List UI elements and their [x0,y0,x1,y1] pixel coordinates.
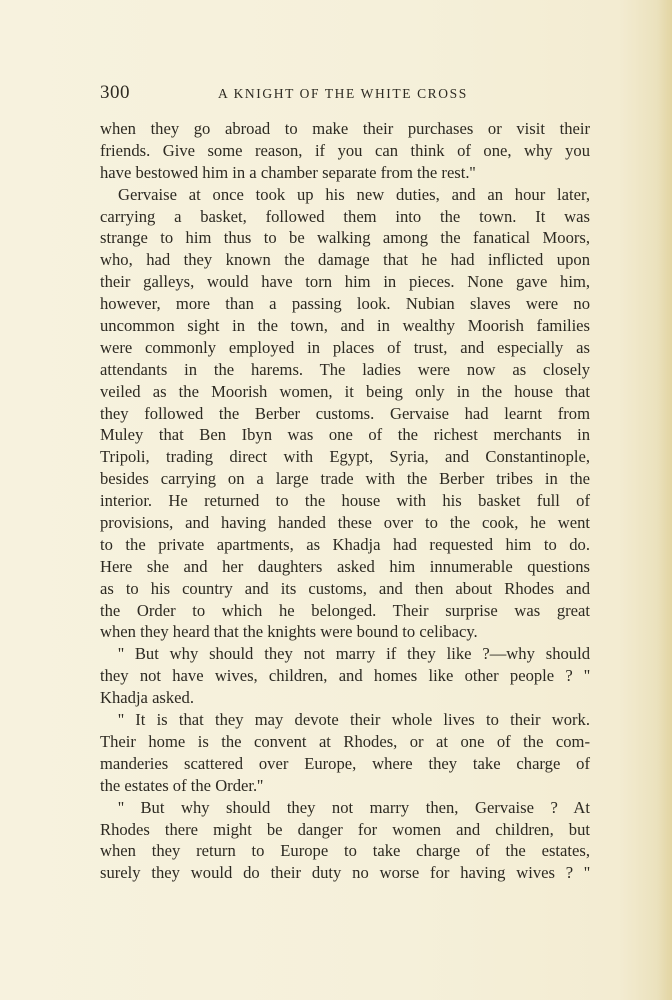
running-head: A KNIGHT OF THE WHITE CROSS [218,86,468,101]
text-line: Gervaise at once took up his new duties, and an hour later, [118,184,590,204]
text-line: when they heard that the knights were bound to celibacy. [100,622,478,642]
text-line: Khadja asked. [100,688,194,708]
page-header [100,82,590,104]
text-line: they not have wives, children, and homes like other people ? '' [100,666,590,686]
text-line: attendants in the harems. The ladies were now as closely [100,359,590,379]
text-line: besides carrying on a large trade with the Berber tribes in the [100,469,590,489]
text-line: carrying a basket, followed them into the town. It was [100,206,590,226]
text-line: when they return to Europe to take charge of the estates, [100,841,590,861]
body-text [100,118,590,884]
text-line: strange to him thus to be walking among the fanatical Moors, [100,228,590,248]
text-line: surely they would do their duty no worse for having wives ? '' [100,863,590,883]
text-line: veiled as the Moorish women, it being only in the house that [100,381,590,401]
text-line: Muley that Ben Ibyn was one of the richest merchants in [100,425,590,445]
text-line: who, had they known the damage that he had inflicted upon [100,250,590,270]
text-line: '' But why should they not marry if they like ?—why should [118,644,590,664]
text-line: however, more than a passing look. Nubian slaves were no [100,294,590,314]
text-line: as to his country and its customs, and then about Rhodes and [100,578,590,598]
text-line: '' But why should they not marry then, Gervaise ? At [118,797,590,817]
text-line: their galleys, would have torn him in pieces. None gave him, [100,272,590,292]
text-line: manderies scattered over Europe, where they take charge of [100,753,590,773]
page-number: 300 [100,82,130,103]
text-line: '' It is that they may devote their whole lives to their work. [118,710,590,730]
text-line: friends. Give some reason, if you can think of one, why you [100,140,590,160]
text-line: they followed the Berber customs. Gervaise had learnt from [100,403,590,423]
text-line: the Order to which he belonged. Their surprise was great [100,600,590,620]
text-line: uncommon sight in the town, and in wealthy Moorish families [100,316,590,336]
text-line: Here she and her daughters asked him innumerable questions [100,556,590,576]
text-line: Their home is the convent at Rhodes, or at one of the com- [100,731,590,751]
text-line: provisions, and having handed these over to the cook, he went [100,513,590,533]
text-line: when they go abroad to make their purchases or visit their [100,119,590,138]
text-line: Tripoli, trading direct with Egypt, Syria, and Constantinople, [100,447,590,467]
text-line: Rhodes there might be danger for women and children, but [100,819,590,839]
page-edge-shading [658,0,672,1000]
text-line: interior. He returned to the house with his basket full of [100,491,590,511]
text-line: were commonly employed in places of trust, and especially as [100,337,590,357]
text-line: have bestowed him in a chamber separate from the rest.'' [100,162,476,182]
text-line: the estates of the Order.'' [100,775,264,795]
text-line: to the private apartments, as Khadja had requested him to do. [100,534,590,554]
